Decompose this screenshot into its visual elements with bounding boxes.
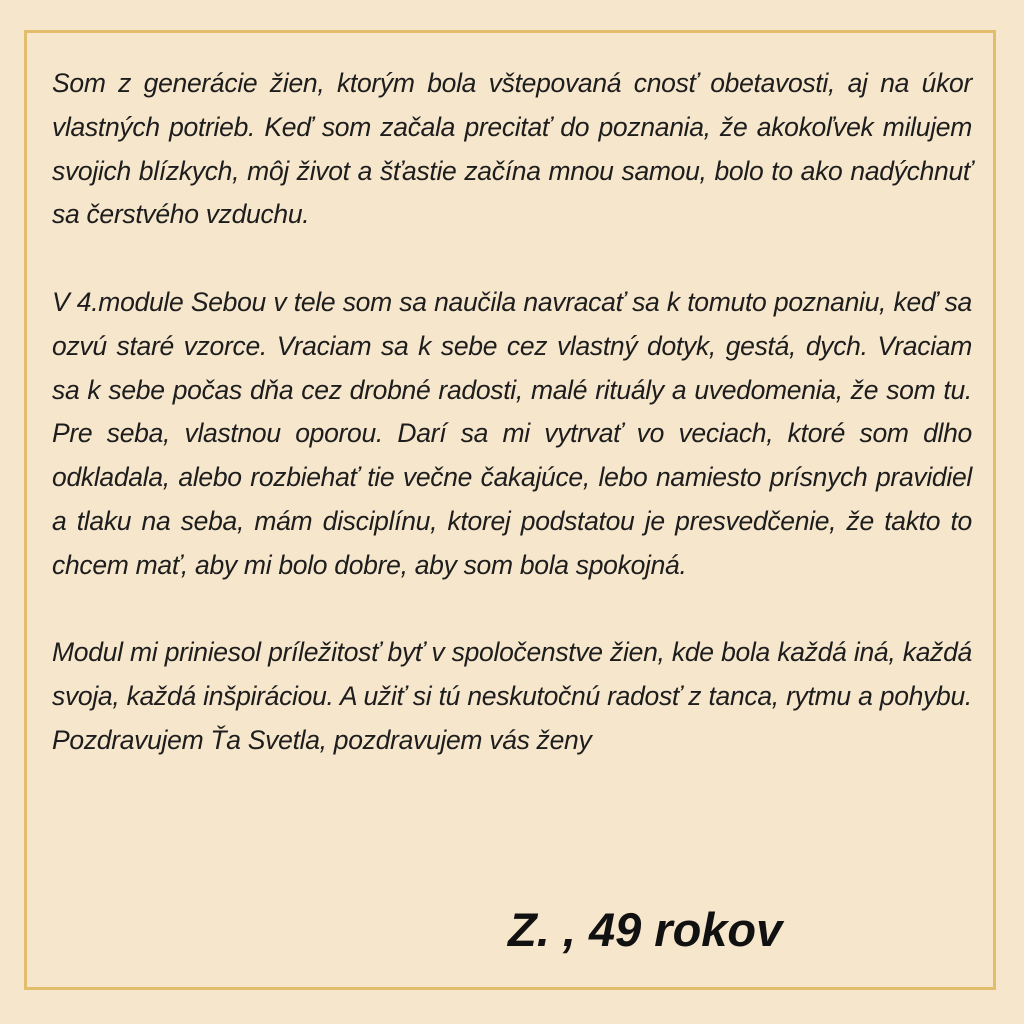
author-signature: Z. , 49 rokov — [508, 903, 783, 956]
testimonial-paragraph-1: Som z generácie žien, ktorým bola vštepovaná cnosť obetavosti, aj na úkor vlastných potrieb. Keď som začala precitať do poznania, že akokoľvek milujem svojich blízkych, môj život a šťastie začína mnou samou, bolo to ako nadýchnuť sa čerstvého vzduchu. — [52, 68, 972, 230]
testimonial-text — [52, 62, 972, 807]
testimonial-paragraph-3: Modul mi priniesol príležitosť byť v spoločenstve žien, kde bola každá iná, každá svoja, každá inšpiráciou. A užiť si tú neskutočnú radosť z tanca, rytmu a pohybu. Pozdravujem Ťa Svetla, pozdravujem vás ženy — [52, 637, 972, 755]
testimonial-paragraph-2: V 4.module Sebou v tele som sa naučila navracať sa k tomuto poznaniu, keď sa ozvú staré vzorce. Vraciam sa k sebe cez vlastný dotyk, gestá, dych. Vraciam sa k sebe počas dňa cez drobné radosti, malé rituály a uvedomenia, že som tu. Pre seba, vlastnou oporou. Darí sa mi vytrvať vo veciach, ktoré som dlho odkladala, alebo rozbiehať tie večne čakajúce, lebo namiesto prísnych pravidiel a tlaku na seba, mám disciplínu, ktorej podstatou je presvedčenie, že takto to chcem mať, aby mi bolo dobre, aby som bola spokojná. — [52, 286, 972, 580]
